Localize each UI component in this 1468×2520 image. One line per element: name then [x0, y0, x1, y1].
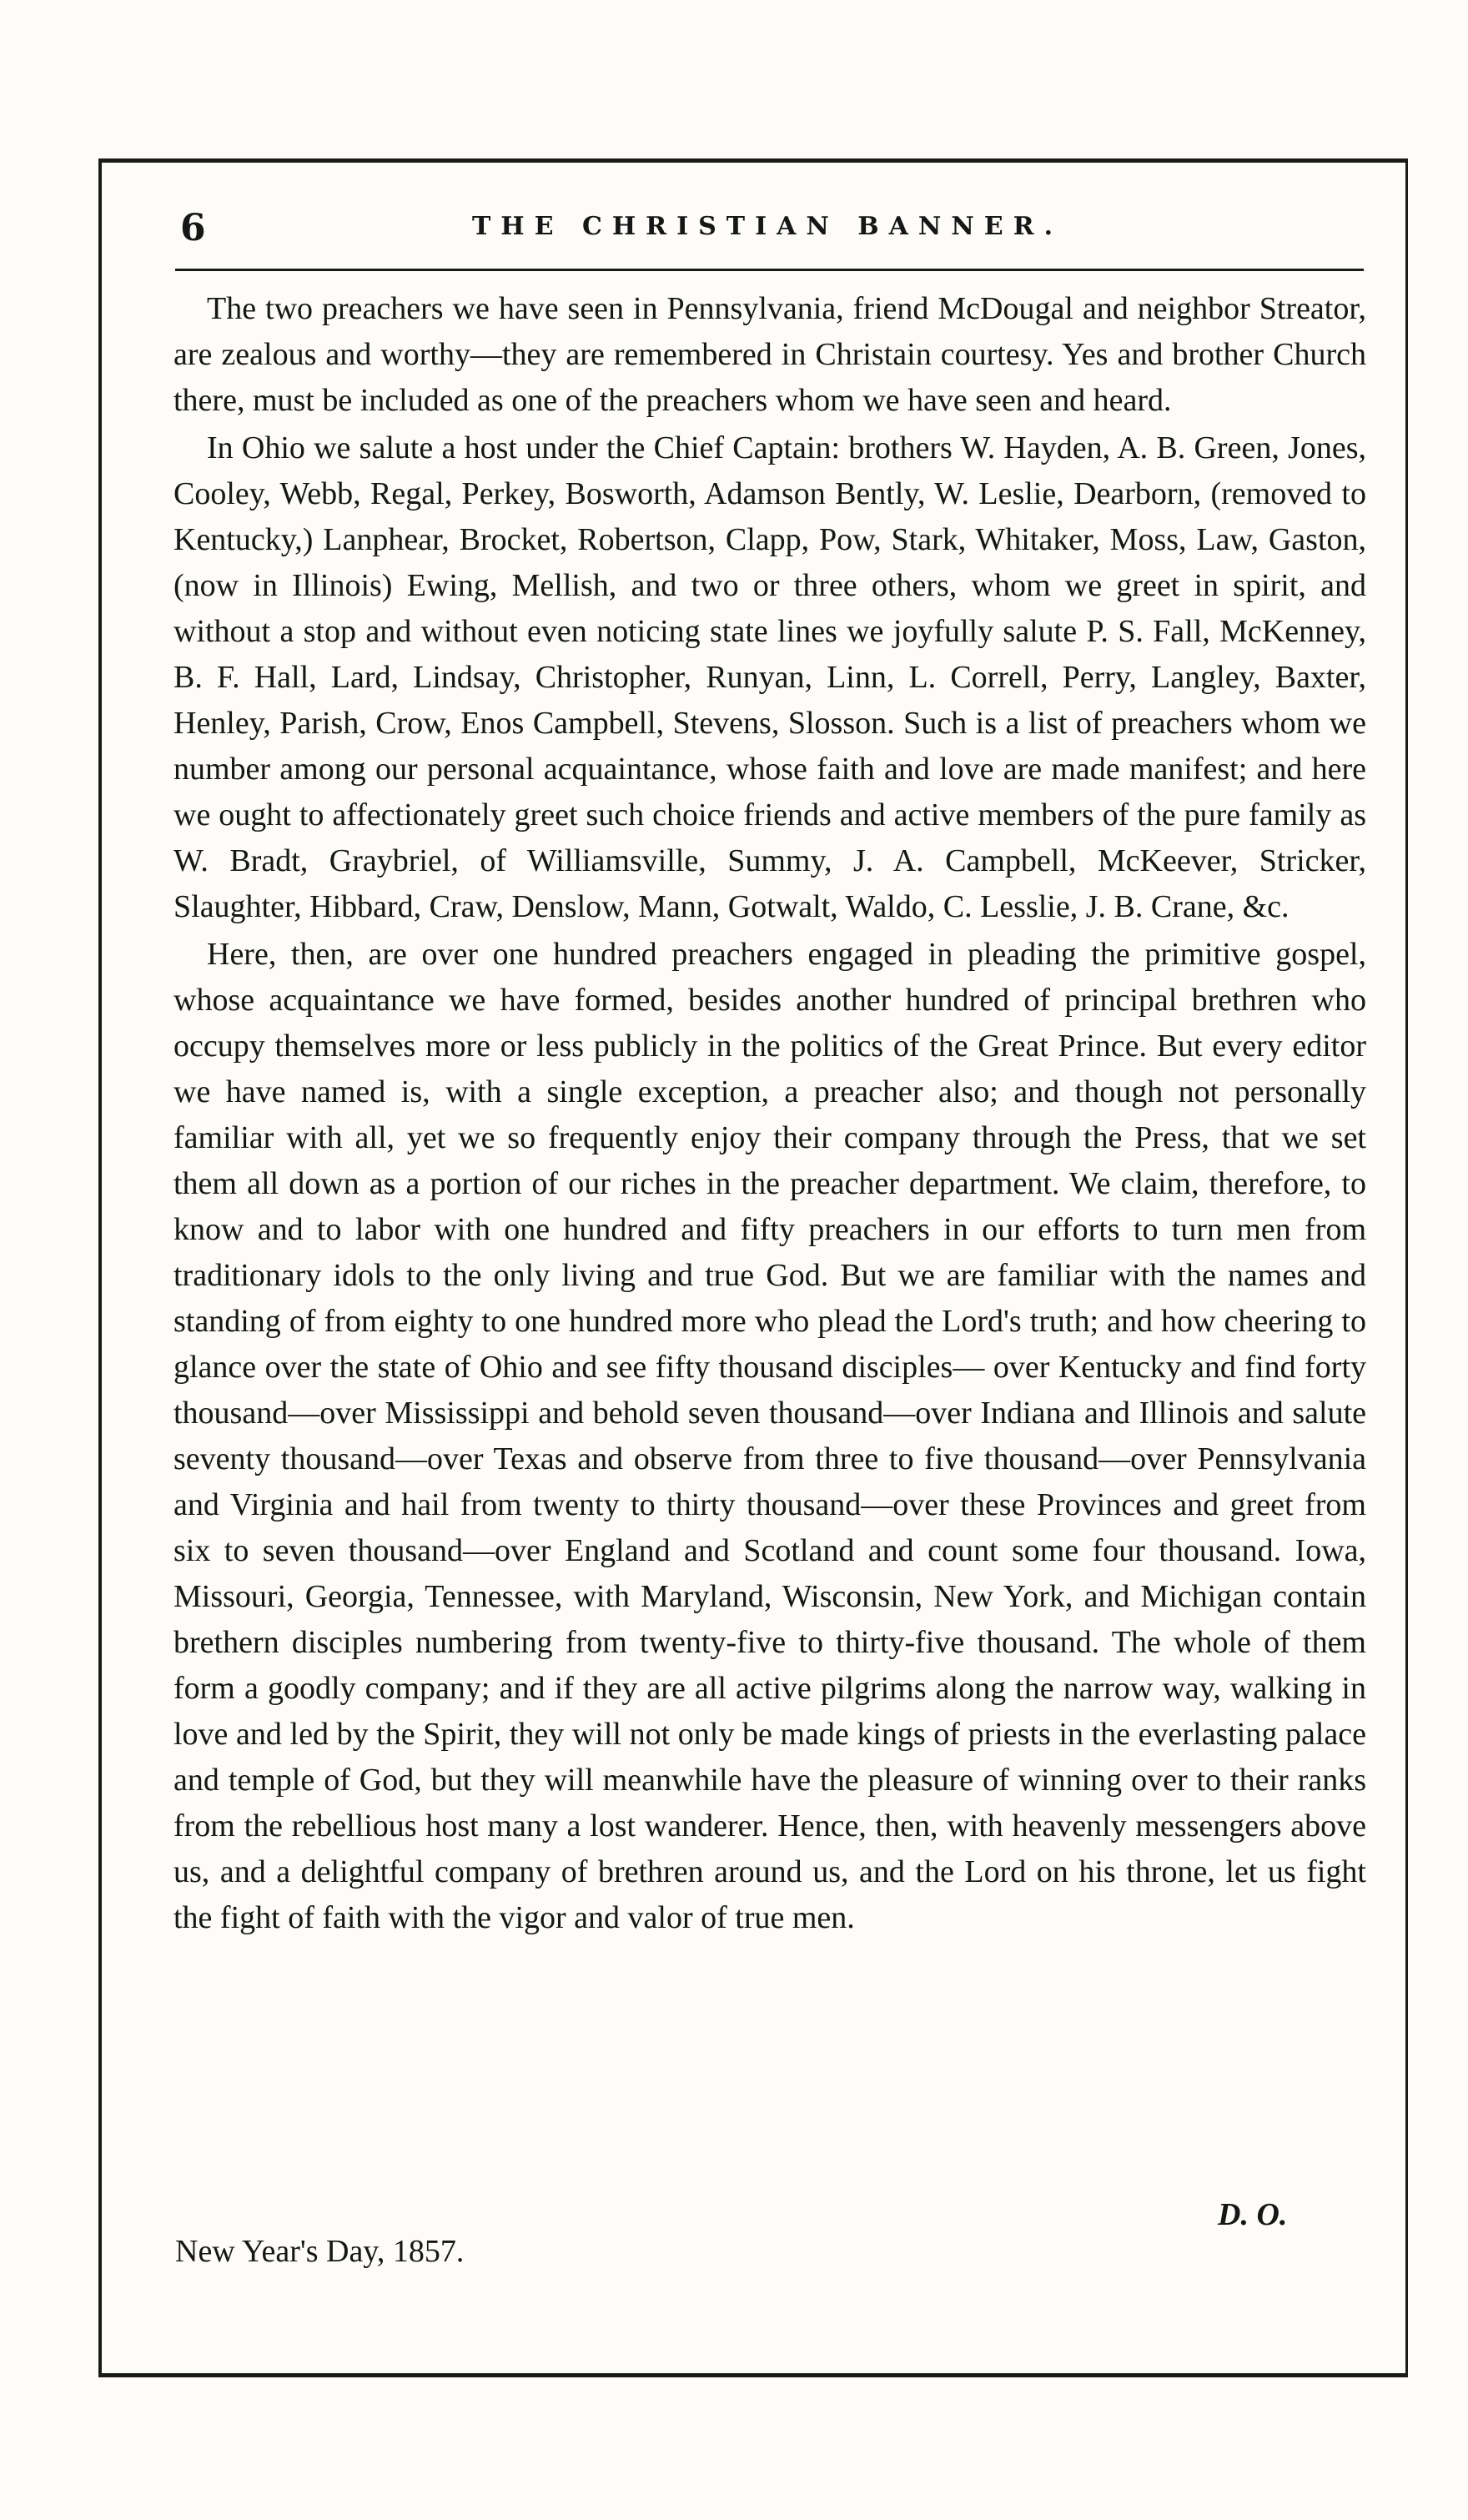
header-rule — [175, 269, 1364, 271]
paragraph: Here, then, are over one hundred preachers engaged in pleading the primitive gospel, whose acquaintance we have formed, besides another hundred of principal brethren who occupy themselves more or less publicly in the politics of the Great Prince. But every editor we have named is, with a single exception, a preacher also; and though not personally familiar with all, yet we so frequently enjoy their company through the Press, that we set them all down as a portion of our riches in the preacher department. We claim, therefore, to know and to labor with one hundred and fifty preachers in our efforts to turn men from traditionary idols to the only living and true God. But we are familiar with the names and standing of from eighty to one hundred more who plead the Lord's truth; and how cheering to glance over the state of Ohio and see fifty thousand disciples— over Kentucky and find forty thousand—over Mississippi and behold seven thousand—over Indiana and Illinois and salute seventy thousand—over Texas and observe from three to five thousand—over Pennsylvania and Virginia and hail from twenty to thirty thousand—over these Provinces and greet from six to seven thousand—over England and Scotland and count some four thousand. Iowa, Missouri, Georgia, Tennessee, with Maryland, Wisconsin, New York, and Michigan contain brethern disciples numbering from twenty-five to thirty-five thousand. The whole of them form a goodly company; and if they are all active pilgrims along the narrow way, walking in love and led by the Spirit, they will not only be made kings of priests in the everlasting palace and temple of God, but they will meanwhile have the pleasure of winning over to their ranks from the rebellious host many a lost wanderer. Hence, then, with heavenly messengers above us, and a delightful company of brethren around us, and the Lord on his throne, let us fight the fight of faith with the vigor and valor of true men. — [173, 937, 1366, 1935]
running-title: THE CHRISTIAN BANNER. — [471, 212, 1063, 241]
dateline: New Year's Day, 1857. — [175, 2234, 465, 2269]
page-number: 6 — [180, 207, 206, 249]
page-header — [175, 207, 1360, 265]
paragraph: The two preachers we have seen in Pennsylvania, friend McDougal and neighbor Streator, are zealous and worthy—they are remembered in Christain courtesy. Yes and brother Church there, must be included as one of the preachers whom we have seen and heard. — [173, 291, 1366, 418]
paragraph: In Ohio we salute a host under the Chief Captain: brothers W. Hayden, A. B. Green, Jones, Cooley, Webb, Regal, Perkey, Bosworth, Adamson Bently, W. Leslie, Dearborn, (removed to Kentucky,) Lanphear, Brocket, Robertson, Clapp, Pow, Stark, Whitaker, Moss, Law, Gaston, (now in Illinois) Ewing, Mellish, and two or three others, whom we greet in spirit, and without a stop and without even noticing state lines we joyfully salute P. S. Fall, McKenney, B. F. Hall, Lard, Lindsay, Christopher, Runyan, Linn, L. Correll, Perry, Langley, Baxter, Henley, Parish, Crow, Enos Campbell, Stevens, Slosson. Such is a list of preachers whom we number among our personal acquaintance, whose faith and love are made manifest; and here we ought to affectionately greet such choice friends and active members of the pure family as W. Bradt, Graybriel, of Williamsville, Summy, J. A. Campbell, McKeever, Stricker, Slaughter, Hibbard, Craw, Denslow, Mann, Gotwalt, Waldo, C. Lesslie, J. B. Crane, &c. — [173, 430, 1366, 924]
article-body — [173, 286, 1366, 1941]
author-signature: D. O. — [1218, 2197, 1288, 2232]
